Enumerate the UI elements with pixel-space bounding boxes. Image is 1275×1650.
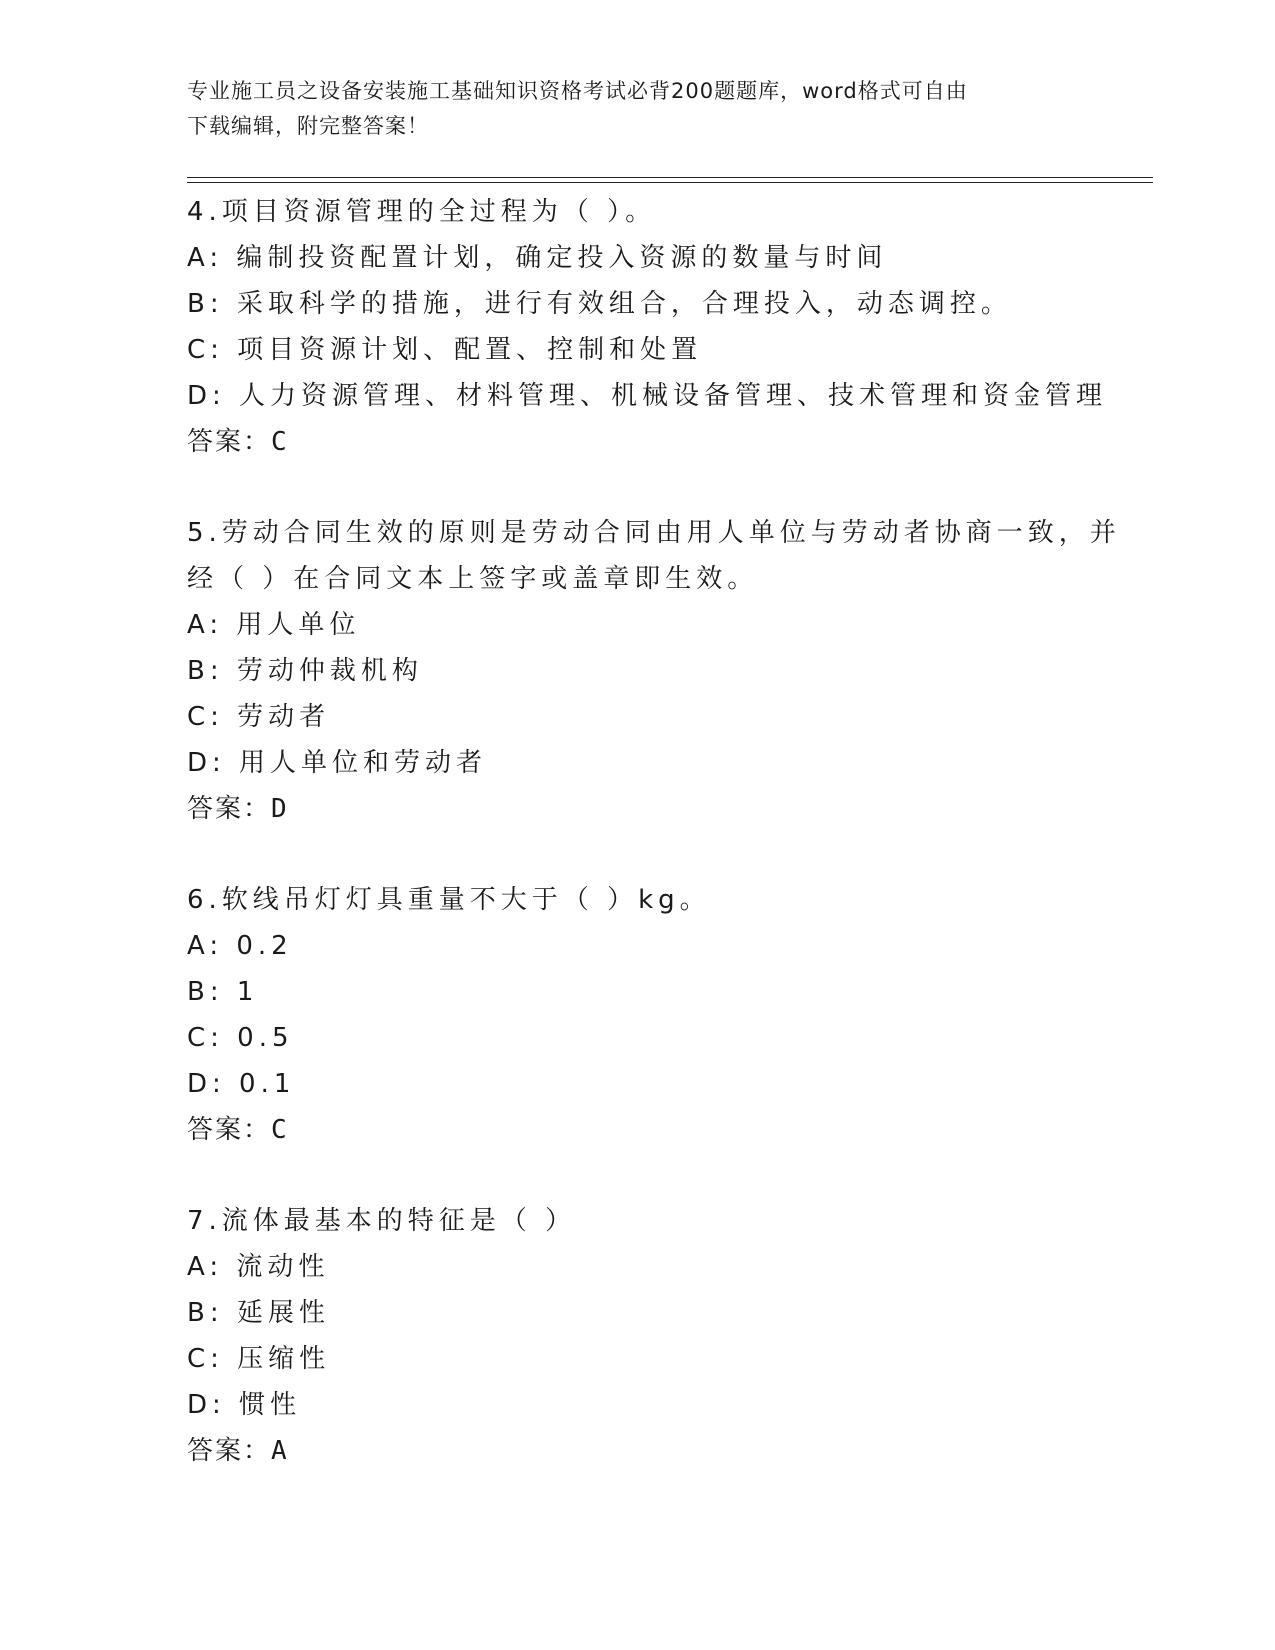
question-4: [187, 189, 1108, 465]
answer-line: [187, 1428, 1087, 1474]
option-d: D: 人力资源管理、材料管理、机械设备管理、技术管理和资金管理: [187, 381, 1108, 411]
option-c: C: 项目资源计划、配置、控制和处置: [187, 335, 703, 365]
question-stem: 4.项目资源管理的全过程为（ ）。: [187, 197, 657, 227]
option-a: A: 流动性: [187, 1252, 330, 1282]
answer-line: [187, 1107, 1087, 1153]
answer-label: 答案：: [187, 427, 272, 457]
answer-value: A: [271, 1436, 288, 1466]
option-c: C: 0.5: [187, 1023, 294, 1053]
option-c: C: 劳动者: [187, 702, 331, 732]
question-7: [187, 1198, 1087, 1474]
header-line-1: 专业施工员之设备安装施工基础知识资格考试必背200题题库，word格式可自由: [187, 79, 968, 103]
option-b: B: 劳动仲裁机构: [187, 656, 423, 686]
option-d: D: 用人单位和劳动者: [187, 748, 488, 778]
answer-label: 答案：: [187, 1436, 272, 1466]
answer-line: [187, 419, 1087, 465]
header-line-2: 下载编辑，附完整答案！: [187, 114, 429, 138]
document-header: [187, 74, 1087, 144]
option-d: D: 惯性: [187, 1390, 302, 1420]
answer-value: D: [271, 794, 288, 824]
question-6: [187, 877, 1087, 1153]
answer-line: [187, 786, 1087, 832]
question-stem-continued: 经（ ）在合同文本上签字或盖章即生效。: [187, 564, 759, 594]
answer-value: C: [271, 427, 288, 457]
option-a: A: 用人单位: [187, 610, 361, 640]
option-c: C: 压缩性: [187, 1344, 331, 1374]
answer-label: 答案：: [187, 1115, 272, 1145]
answer-label: 答案：: [187, 794, 272, 824]
question-5: [187, 510, 1121, 832]
question-stem: 5.劳动合同生效的原则是劳动合同由用人单位与劳动者协商一致，并: [187, 518, 1121, 548]
option-d: D: 0.1: [187, 1069, 296, 1099]
option-b: B: 采取科学的措施，进行有效组合，合理投入，动态调控。: [187, 289, 1012, 319]
question-stem: 6.软线吊灯灯具重量不大于（ ）kg。: [187, 885, 711, 915]
option-a: A: 0.2: [187, 931, 293, 961]
question-list: [187, 189, 1121, 1519]
header-divider-bottom: [187, 182, 1153, 183]
question-stem: 7.流体最基本的特征是（ ）: [187, 1206, 577, 1236]
answer-value: C: [271, 1115, 288, 1145]
option-b: B: 延展性: [187, 1298, 330, 1328]
option-b: B: 1: [187, 977, 259, 1007]
header-divider-top: [187, 177, 1153, 178]
option-a: A: 编制投资配置计划，确定投入资源的数量与时间: [187, 243, 888, 273]
